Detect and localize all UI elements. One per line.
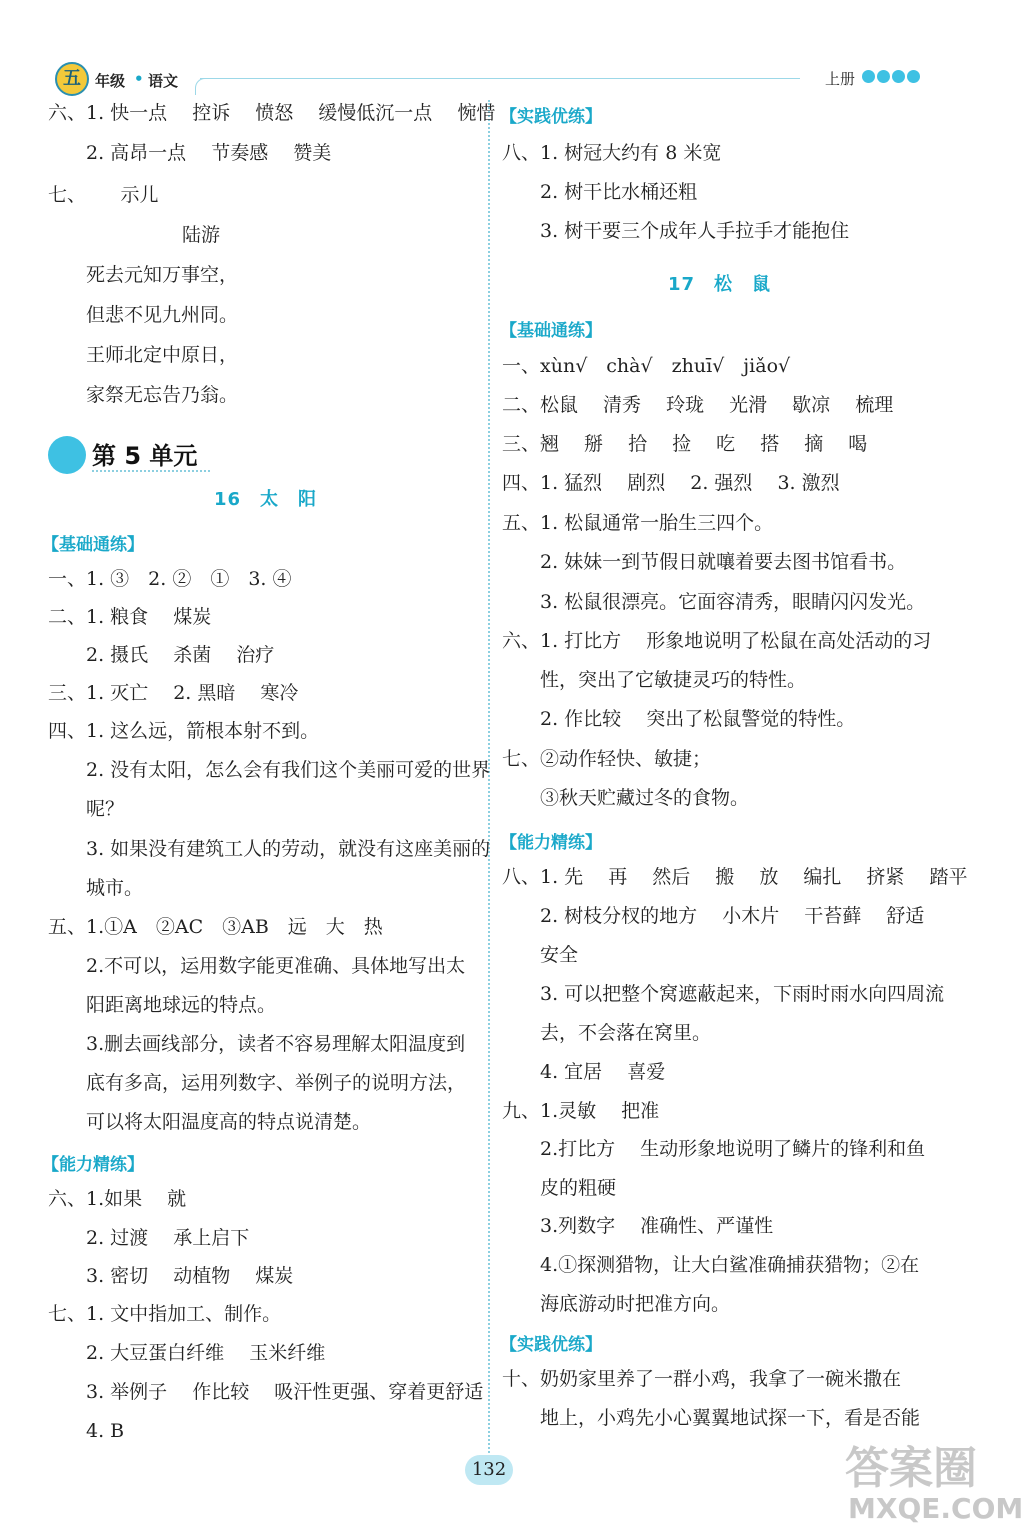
answer-line: 4. B [86, 1420, 125, 1442]
answer-line: 十、奶奶家里养了一群小鸡，我拿了一碗米撒在 [502, 1368, 902, 1390]
answer-line: 八、1. 树冠大约有 8 米宽 [502, 142, 722, 164]
answer-line: 六、1. 打比方 形象地说明了松鼠在高处活动的习 [502, 630, 932, 652]
answer-line: 性，突出了它敏捷灵巧的特性。 [540, 669, 807, 691]
answer-line: 3. 树干要三个成年人手拉手才能抱住 [540, 220, 850, 242]
answer-line: 阳距离地球远的特点。 [86, 994, 277, 1016]
answer-line: 3. 举例子 作比较 吸汗性更强、穿着更舒适 [86, 1381, 484, 1403]
answer-line: 3.列数字 准确性、严谨性 [540, 1215, 774, 1237]
unit-circle-icon [48, 436, 86, 474]
answer-line: 2.不可以，运用数字能更准确、具体地写出太 [86, 955, 466, 977]
section-tag-practice: 【实践优练】 [500, 1335, 602, 1355]
answer-line: 六、1.如果 就 [48, 1188, 187, 1210]
header-rule-curve [195, 78, 210, 95]
answer-line: 七、②动作轻快、敏捷； [502, 748, 712, 770]
answer-line: 五、1. 松鼠通常一胎生三四个。 [502, 512, 774, 534]
answer-line: 九、1.灵敏 把准 [502, 1100, 660, 1122]
answer-line: 皮的粗硬 [540, 1177, 617, 1199]
answer-line: 一、1. ③ 2. ② ① 3. ④ [48, 568, 292, 590]
answer-line: 可以将太阳温度高的特点说清楚。 [86, 1111, 372, 1133]
section-tag-ability: 【能力精练】 [500, 833, 602, 853]
page-header [0, 0, 1000, 100]
answer-line: 二、松鼠 清秀 玲珑 光滑 歇凉 梳理 [502, 394, 894, 416]
section-tag-basic: 【基础通练】 [500, 321, 602, 341]
answer-line: 五、1.①A ②AC ③AB 远 大 热 [48, 916, 383, 938]
answer-line: 城市。 [86, 877, 144, 899]
answer-line: 三、翘 掰 拾 捡 吃 搭 摘 喝 [502, 433, 868, 455]
page-number: 132 [465, 1455, 513, 1485]
answer-line: 4. 宜居 喜爱 [540, 1061, 666, 1083]
decor-dot-icon [892, 70, 905, 83]
lesson-17-title: 17 松 鼠 [668, 274, 772, 295]
answer-line: 安全 [540, 944, 579, 966]
decor-dot-icon [862, 70, 875, 83]
answer-line: 4.①探测猎物，让大白鲨准确捕获猎物；②在 [540, 1254, 920, 1276]
grade-label: 年级 [95, 72, 126, 90]
answer-line: 2. 树干比水桶还粗 [540, 181, 698, 203]
answer-line: 底有多高，运用列数字、举例子的说明方法， [86, 1072, 467, 1094]
answer-line: 2. 摄氏 杀菌 治疗 [86, 644, 275, 666]
poem-line: 但悲不见九州同。 [86, 304, 239, 326]
section-tag-ability: 【能力精练】 [42, 1155, 144, 1175]
decor-dot-icon [907, 70, 920, 83]
answer-line: 去，不会落在窝里。 [540, 1022, 712, 1044]
watermark-url: MXQE.COM [848, 1492, 1023, 1525]
header-dot: • [134, 70, 144, 88]
answer-line: 2. 大豆蛋白纤维 玉米纤维 [86, 1342, 326, 1364]
poem-line: 死去元知万事空， [86, 264, 239, 286]
answer-line: 八、1. 先 再 然后 搬 放 编扎 挤紧 踏平 [502, 866, 968, 888]
poem-author: 陆游 [182, 224, 221, 246]
unit-underline [92, 470, 210, 472]
answer-line: 3.删去画线部分，读者不容易理解太阳温度到 [86, 1033, 466, 1055]
answer-line: 四、1. 猛烈 剧烈 2. 强烈 3. 激烈 [502, 472, 840, 494]
grade-badge [55, 62, 89, 96]
answer-line: 海底游动时把准方向。 [540, 1293, 731, 1315]
answer-line: 六、1. 快一点 控诉 愤怒 缓慢低沉一点 惋惜 [48, 102, 496, 124]
answer-line: 2.打比方 生动形象地说明了鳞片的锋利和鱼 [540, 1138, 926, 1160]
grade-number: 五 [63, 68, 81, 89]
answer-line: 一、xùn√ chà√ zhuī√ jiǎo√ [502, 355, 791, 377]
answer-line: 地上，小鸡先小心翼翼地试探一下，看是否能 [540, 1407, 921, 1429]
answer-line: 3. 松鼠很漂亮。它面容清秀，眼睛闪闪发光。 [540, 591, 926, 613]
volume-label: 上册 [825, 70, 856, 88]
answer-line: 2. 作比较 突出了松鼠警觉的特性。 [540, 708, 856, 730]
section-tag-practice: 【实践优练】 [500, 107, 602, 127]
decor-dot-icon [877, 70, 890, 83]
watermark-logo: 答案圈 [845, 1443, 977, 1494]
section-tag-basic: 【基础通练】 [42, 535, 144, 555]
answer-line: 2. 没有太阳，怎么会有我们这个美丽可爱的世界 [86, 759, 491, 781]
answer-line: 3. 密切 动植物 煤炭 [86, 1265, 294, 1287]
answer-line: 3. 可以把整个窝遮蔽起来，下雨时雨水向四周流 [540, 983, 945, 1005]
answer-line: 七、1. 文中指加工、制作。 [48, 1303, 282, 1325]
answer-line: 2. 过渡 承上启下 [86, 1227, 250, 1249]
unit-title: 第 5 单元 [92, 442, 198, 470]
answer-line: 二、1. 粮食 煤炭 [48, 606, 212, 628]
answer-line: 2. 高昂一点 节奏感 赞美 [86, 142, 332, 164]
answer-line: 3. 如果没有建筑工人的劳动，就没有这座美丽的 [86, 838, 491, 860]
answer-line: 呢？ [86, 798, 125, 820]
answer-line: 四、1. 这么远，箭根本射不到。 [48, 720, 320, 742]
subject-label: 语文 [148, 72, 179, 90]
answer-line: ③秋天贮藏过冬的食物。 [540, 787, 750, 809]
poem-line: 家祭无忘告乃翁。 [86, 384, 239, 406]
poem-line: 王师北定中原日， [86, 344, 239, 366]
answer-line: 2. 树枝分杈的地方 小木片 干苔藓 舒适 [540, 905, 925, 927]
answer-line: 七、 示儿 [48, 184, 159, 206]
lesson-16-title: 16 太 阳 [214, 489, 318, 510]
header-rule [200, 78, 800, 79]
volume-decoration [862, 70, 920, 84]
answer-line: 三、1. 灭亡 2. 黑暗 寒冷 [48, 682, 299, 704]
answer-line: 2. 妹妹一到节假日就嚷着要去图书馆看书。 [540, 551, 907, 573]
